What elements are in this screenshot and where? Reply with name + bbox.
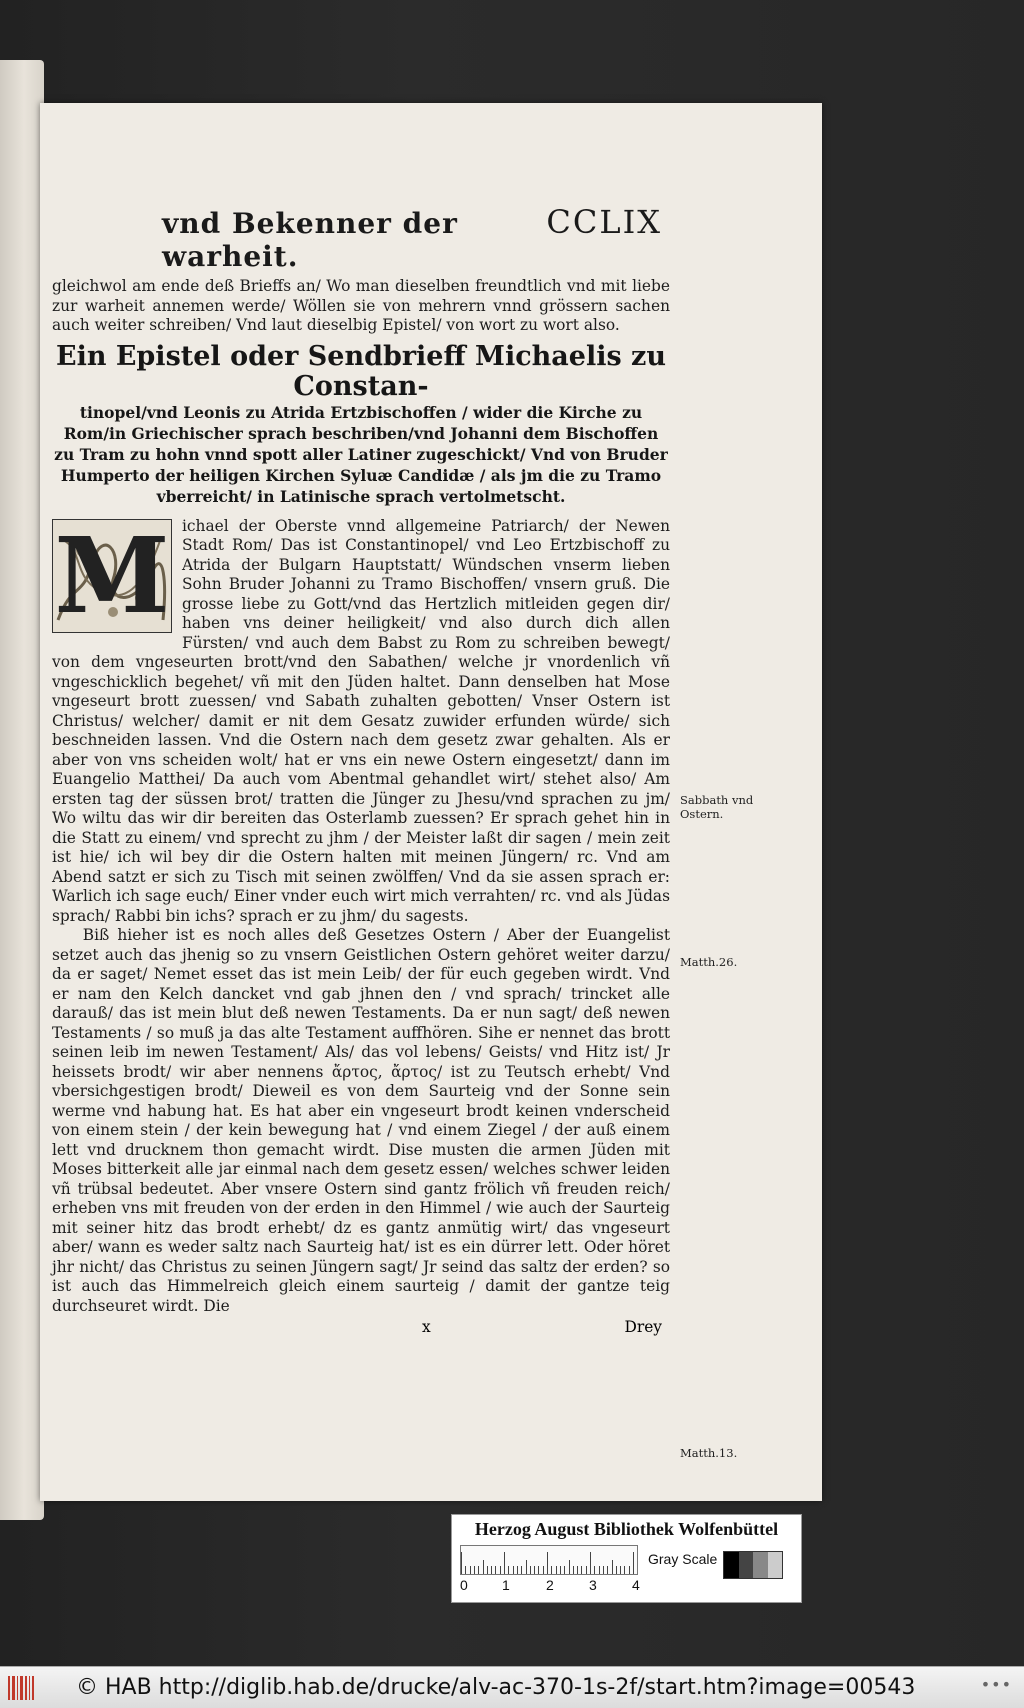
ruler-tick	[590, 1552, 591, 1574]
ruler-tick	[543, 1566, 544, 1574]
gray-swatch	[753, 1552, 768, 1578]
ruler-number: 2	[546, 1577, 554, 1593]
ruler-tick	[573, 1566, 574, 1574]
more-options-icon[interactable]: •••	[980, 1675, 1012, 1694]
gray-scale-label: Gray Scale	[648, 1551, 718, 1567]
ruler-number: 3	[589, 1577, 597, 1593]
ruler-tick	[620, 1566, 621, 1574]
ruler-tick	[629, 1566, 630, 1574]
ruler-tick	[538, 1566, 539, 1574]
ruler-tick	[483, 1560, 484, 1574]
ruler-tick	[513, 1566, 514, 1574]
margin-note-sabbath: Sabbath vnd Ostern.	[680, 793, 754, 821]
ruler-tick	[470, 1566, 471, 1574]
ruler-tick	[504, 1552, 505, 1574]
paragraph-1: ichael der Oberste vnnd allgemeine Patriarch/ der Newen Stadt Rom/ Das ist Constantinopel/ vnd Leo Ertzbischoff zu Atrida der Bulgarn Hauptstatt/ Wündschen vnserm lieben Sohn Bruder Johanni zu Tramo Bischoffen/ vnsern gruß. Die grosse liebe zu Gott/vnd das Hertzlich mitleiden gegen dir/ haben vns deiner heiligkeit/ vnd also durch dich allen Fürsten/ vnd auch dem Babst zu Rom zu schreiben bewegt/ von dem vngeseurten brott/vnd den Sabathen/ welche jr vnordenlich vñ vngeschicklich begehet/ vñ mit den Jüden haltet. Dann denselben hat Mose vngeseurt brott zuessen/ vnd Sabath zuhalten gebotten/ Vnser Ostern ist Christus/ welcher/ damit er nit dem Gesatz zuwider erfunden würde/ sich beschneiden lassen. Vnd die Ostern nach dem gesetz zwar gehalten. Als er aber von vns scheiden wolt/ hat er vns ein newe Ostern eingesetzt/ dann im Euangelio Matthei/ Da auch vom Abentmal gehandlet wirt/ stehet also/ Am ersten tag der süssen brot/ tratten die Jünger zu Jhesu/vnd sprachen zu jm/ Wo wiltu das wir dir bereiten das Osterlamb zuessen? Er sprach gehet hin in die Statt zu einem/ vnd sprecht zu jhm / der Meister laßt dir sagen / mein zeit ist hie/ ich wil bey dir die Ostern halten mit meinen Jüngern/ rc. Vnd am Abend satzt er sich zu Tisch mit seinen zwölffen/ Vnd da sie assen sprach er: Warlich ich sage euch/ Einer vnder euch wirt mich verrahten/ rc. vnd als Jüdas sprach/ Rabbi bin ichs? sprach er zu jhm/ du sagests.	[52, 516, 670, 925]
gray-swatch	[768, 1552, 783, 1578]
ruler-tick	[508, 1566, 509, 1574]
ruler-tick	[530, 1566, 531, 1574]
heading-rest: tinopel/vnd Leonis zu Atrida Ertzbischoffen / wider die Kirche zu Rom/in Griechischer sprach beschriben/vnd Johanni dem Bischoffen zu Tram zu hohn vnnd spott aller Latiner zugeschickt/ Vnd von Bruder Humperto der heiligen Kirchen Syluæ Candidæ / als jm die zu Tramo vberreicht/ in Latinische sprach vertolmetscht.	[54, 402, 668, 506]
catchword: Drey	[624, 1318, 662, 1336]
epistle-heading	[52, 342, 670, 507]
ruler-tick	[633, 1552, 634, 1574]
ruler-tick	[495, 1566, 496, 1574]
ruler-tick	[547, 1552, 548, 1574]
library-name: Herzog August Bibliothek Wolfenbüttel	[474, 1519, 779, 1539]
intro-text: gleichwol am ende deß Brieffs an/ Wo man dieselben freundtlich vnd mit liebe zur warheit annemen werde/ Wöllen sie von mehrern vnnd grössern sachen auch weiter schreiben/ Vnd laut dieselbig Epistel/ von wort zu wort also.	[52, 277, 670, 334]
ruler-tick	[500, 1566, 501, 1574]
gray-swatch	[739, 1552, 754, 1578]
ruler-tick	[534, 1566, 535, 1574]
decorated-initial	[52, 519, 172, 633]
color-calibration-strip	[451, 1514, 802, 1603]
scale-ruler	[460, 1545, 638, 1575]
ruler-tick	[465, 1566, 466, 1574]
ruler-tick	[474, 1566, 475, 1574]
ruler-number: 1	[502, 1577, 510, 1593]
gray-swatch	[724, 1552, 739, 1578]
page-footer	[52, 1318, 670, 1336]
gray-scale-swatches	[723, 1551, 783, 1579]
barcode-icon	[6, 1673, 36, 1703]
initial-letter: M	[54, 518, 170, 633]
ruler-tick	[556, 1566, 557, 1574]
facing-page-edge	[0, 60, 44, 1520]
margin-note-matth-26: Matth.26.	[680, 955, 738, 969]
ruler-tick	[581, 1566, 582, 1574]
folio-number: CCLIX	[546, 203, 662, 241]
ruler-tick	[599, 1566, 600, 1574]
heading-main-line: Ein Epistel oder Sendbrieff Michaelis zu Constan-	[55, 340, 667, 402]
ruler-tick	[526, 1560, 527, 1574]
copyright-url[interactable]: © HAB http://diglib.hab.de/drucke/alv-ac-370-1s-2f/start.htm?image=00543	[76, 1675, 916, 1700]
ruler-tick	[603, 1566, 604, 1574]
ruler-tick	[551, 1566, 552, 1574]
ruler-tick	[564, 1566, 565, 1574]
ruler-tick	[612, 1560, 613, 1574]
ruler-number: 0	[460, 1577, 468, 1593]
ruler-tick	[616, 1566, 617, 1574]
letter-body	[52, 517, 670, 1317]
ruler-tick	[478, 1566, 479, 1574]
intro-paragraph	[52, 277, 670, 336]
ruler-tick	[569, 1560, 570, 1574]
ruler-tick	[607, 1566, 608, 1574]
ruler-tick	[517, 1566, 518, 1574]
running-head	[52, 203, 670, 273]
signature-mark: x	[422, 1318, 431, 1336]
ruler-number: 4	[632, 1577, 640, 1593]
ruler-tick	[560, 1566, 561, 1574]
ruler-tick	[521, 1566, 522, 1574]
ruler-tick	[487, 1566, 488, 1574]
ruler-tick	[594, 1566, 595, 1574]
margin-note-matth-13: Matth.13.	[680, 1446, 738, 1460]
page-content	[52, 203, 754, 1460]
ruler-tick	[624, 1566, 625, 1574]
ruler-tick	[577, 1566, 578, 1574]
status-bar	[0, 1666, 1024, 1708]
ruler-tick	[461, 1552, 462, 1574]
book-page	[40, 103, 822, 1501]
ruler-tick	[491, 1566, 492, 1574]
ruler-tick	[586, 1566, 587, 1574]
running-head-title: vnd Bekenner der warheit.	[162, 207, 458, 273]
paragraph-2: Biß hieher ist es noch alles deß Gesetzes Ostern / Aber der Euangelist setzet auch das jhenig so zu vnsern Geistlichen Ostern gehöret weiter darzu/ da er saget/ Nemet esset das ist mein Leib/ der für euch gegeben wirdt. Vnd er nam den Kelch dancket vnd gab jhnen den / vnd sprach/ trincket alle darauß/ das ist mein blut deß newen Testaments. Da er nun sagt/ deß newen Testaments / so muß ja das alte Testament auffhören. Sihe er nennet das brott seinen leib im newen Testament/ Als/ das vol lebens/ Geists/ vnd Hitz ist/ Jr heissets brodt/ wir aber nennens ἄρτος, ἄρτος/ ist zu Teutsch erhebt/ Vnd vbersichgestigen brodt/ Dieweil es von dem Saurteig vnd der Sonne sein werme vnd habung hat. Es hat aber ein vngeseurt brodt keinen vnderscheid von einem stein / der kein bewegung hat / vnd einem Ziegel / der auß einem lett vnd drucknem thon gemacht wirdt. Dise musten die armen Jüden mit Moses bitterkeit alle jar einmal nach dem gesetz essen/ welches schwer leiden vñ trübsal bedeutet. Aber vnsere Ostern sind gantz frölich vñ freuden reich/ erheben vns mit freuden von der erden in den Himmel / wie auch der Saurteig mit seiner hitz das brodt erhebt/ dz es gantz anmütig wirt/ das vngeseurt aber/ wann es weder saltz nach Saurteig hat/ ist es ein dürrer lett. Oder höret jhr nicht/ das Christus zu seinen Jüngern sagt/ Jr seind das saltz der erden? so ist auch das Himmelreich gleich einem saurteig / damit der gantze teig durchseuret wirdt. Die	[52, 926, 670, 1315]
